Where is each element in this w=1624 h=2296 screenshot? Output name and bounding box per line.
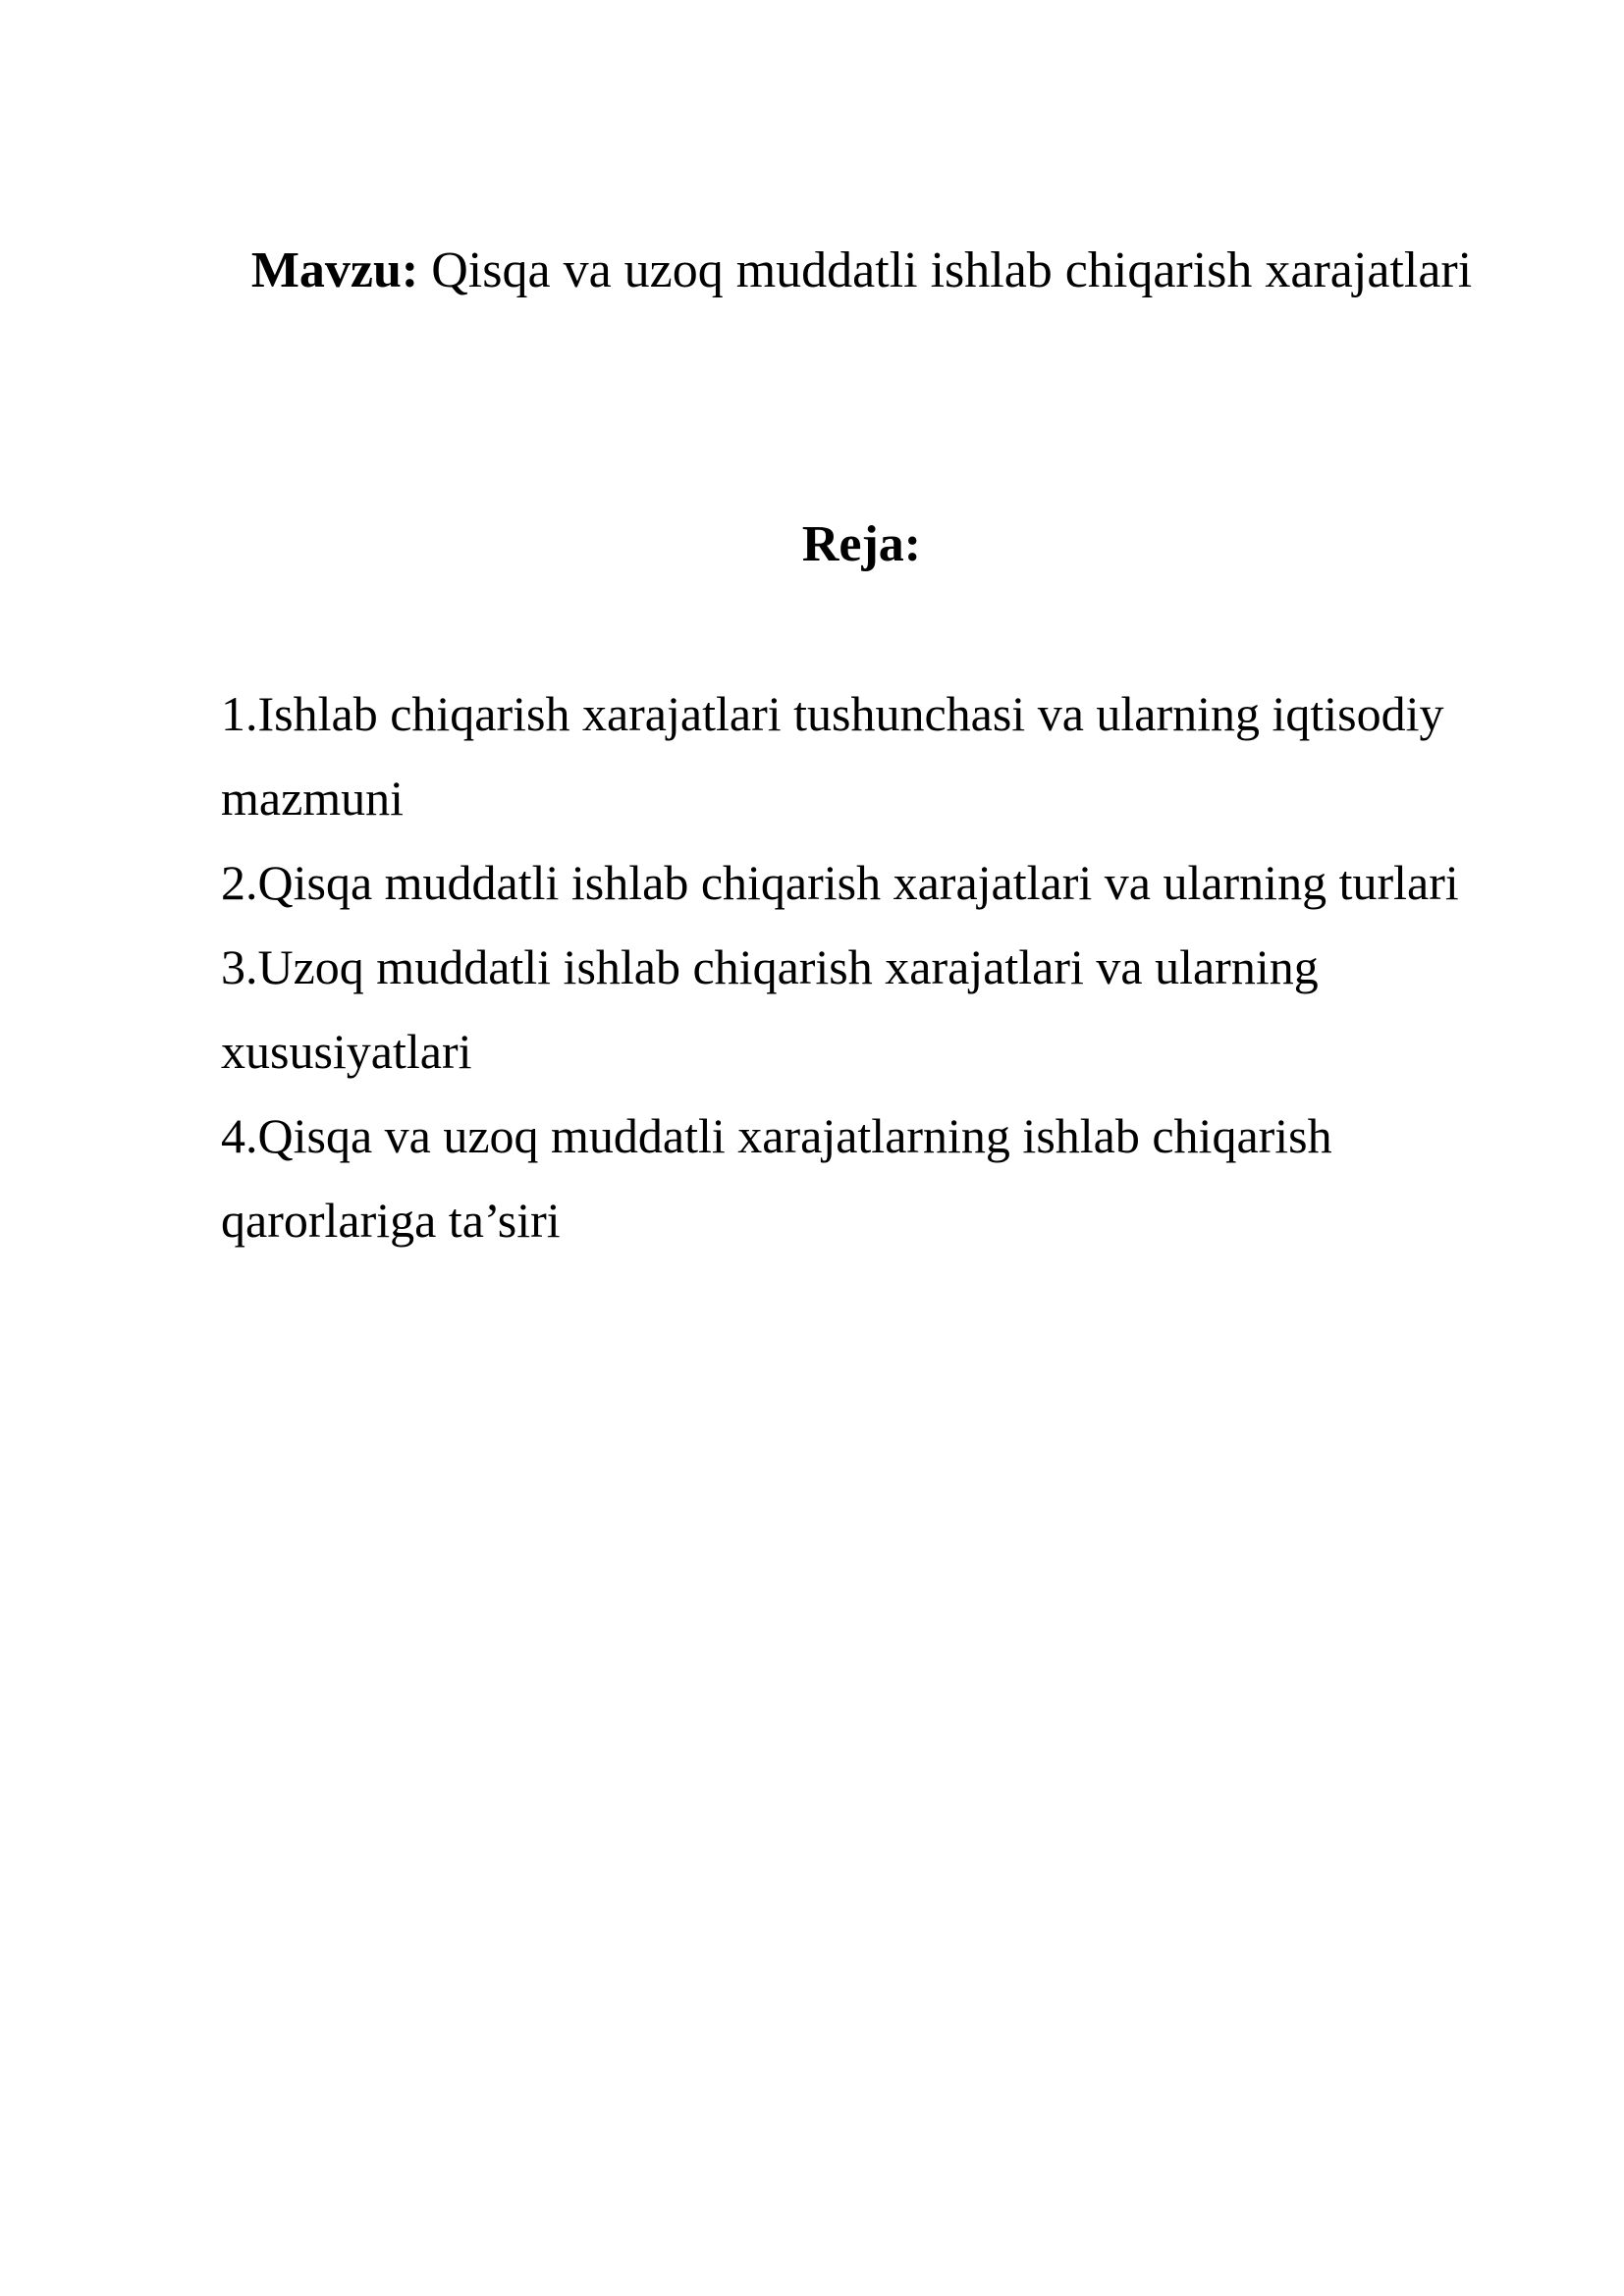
plan-heading: Reja:: [801, 516, 922, 572]
plan-item: 4.Qisqa va uzoq muddatli xarajatlarning ishlab chiqarish qarorlariga ta’siri: [221, 1108, 1332, 1248]
plan-item: 1.Ishlab chiqarish xarajatlari tushunchasi va ularning iqtisodiy mazmuni: [221, 686, 1444, 826]
title-text: Qisqa va uzoq muddatli ishlab chiqarish xarajatlari: [431, 242, 1473, 298]
title-label: Mavzu:: [250, 242, 419, 298]
plan-list: [221, 671, 1502, 1262]
plan-item: 2.Qisqa muddatli ishlab chiqarish xarajatlari va ularning turlari: [221, 855, 1459, 910]
plan-item: 3.Uzoq muddatli ishlab chiqarish xarajatlari va ularning xususiyatlari: [221, 939, 1319, 1079]
page-title: [221, 224, 1502, 317]
